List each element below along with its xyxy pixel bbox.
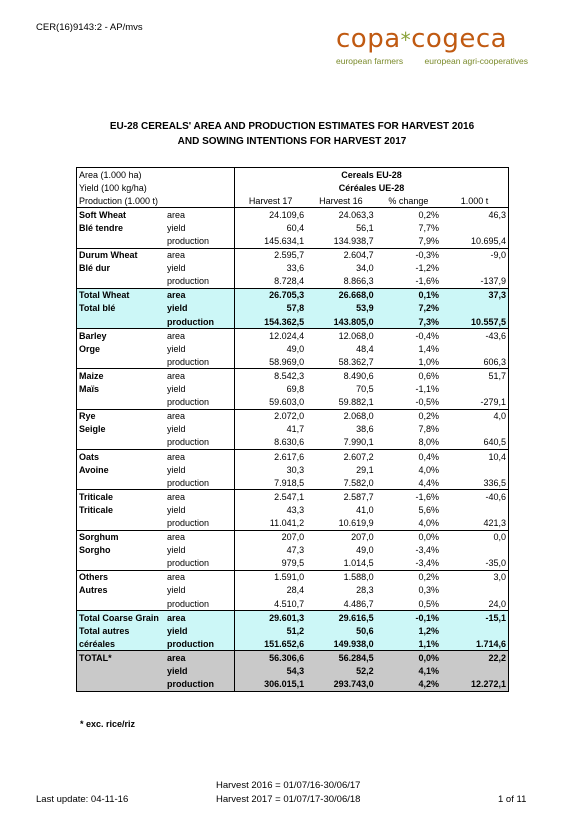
change-thousand-t-value: 3,0: [441, 570, 509, 584]
crop-name: Maïs: [77, 383, 165, 396]
table-row: [77, 624, 509, 637]
crop-name: [77, 476, 165, 490]
change-thousand-t-value: [441, 503, 509, 516]
harvest-16-value: 143.805,0: [306, 315, 376, 329]
table-row: [77, 611, 509, 625]
crop-name: Triticale: [77, 490, 165, 504]
measure-label: area: [165, 369, 235, 383]
harvest-16-value: 56.284,5: [306, 651, 376, 665]
harvest-17-value: 54,3: [235, 664, 307, 677]
harvest-16-value: 207,0: [306, 530, 376, 544]
harvest-17-value: 11.041,2: [235, 516, 307, 530]
logo-tagline: [336, 56, 540, 66]
crop-name: [77, 664, 165, 677]
crop-name: Autres: [77, 584, 165, 597]
change-thousand-t-value: 12.272,1: [441, 678, 509, 692]
measure-label: area: [165, 651, 235, 665]
harvest-16-value: 293.743,0: [306, 678, 376, 692]
harvest-16-value: 1.014,5: [343, 558, 374, 569]
measure-label: production: [166, 437, 210, 448]
change-thousand-t-value: -15,1: [441, 611, 509, 625]
change-thousand-t-value: 37,3: [441, 288, 509, 302]
crop-name: Total Wheat: [77, 288, 165, 302]
harvest-16-value: 2.068,0: [306, 409, 376, 423]
measure-label: production: [165, 315, 235, 329]
table-row: [77, 275, 509, 289]
harvest-16-value: 149.938,0: [306, 637, 376, 651]
harvest-17-value: 8.630,6: [235, 436, 307, 450]
pct-change-value: -0,4%: [376, 329, 441, 343]
change-thousand-t-value: [441, 342, 509, 355]
pct-change-value: 4,0%: [418, 517, 439, 528]
harvest-17-value: 145.634,1: [235, 234, 307, 248]
measure-label: yield: [166, 545, 186, 556]
harvest-16-value: 1.588,0: [306, 570, 376, 584]
measure-label: yield: [166, 343, 186, 354]
pct-change-value: 5,6%: [418, 504, 439, 515]
change-thousand-t-value: 421,3: [441, 516, 509, 530]
pct-change-value: 0,6%: [376, 369, 441, 383]
change-thousand-t-value: [441, 584, 509, 597]
harvest-17-value: 51,2: [235, 624, 307, 637]
crop-name: TOTAL*: [77, 651, 165, 665]
measure-label: yield: [166, 585, 186, 596]
table-row: [77, 678, 509, 692]
measure-label: area: [165, 288, 235, 302]
change-thousand-t-value: 336,5: [441, 476, 509, 490]
crop-name: Blé tendre: [77, 221, 165, 234]
change-thousand-t-value: [441, 463, 509, 476]
logo-star-icon: *: [400, 28, 412, 52]
crop-name: Seigle: [77, 423, 165, 436]
crop-name: céréales: [77, 637, 165, 651]
header-group-fr: Céréales UE-28: [235, 181, 509, 194]
harvest-17-value: 33,6: [235, 262, 307, 275]
harvest-17-value: 60,4: [235, 221, 307, 234]
change-thousand-t-value: -40,6: [441, 490, 509, 504]
pct-change-value: 7,9%: [418, 236, 439, 247]
change-thousand-t-value: [441, 302, 509, 315]
crop-name: [77, 557, 165, 571]
measure-label: production: [166, 276, 210, 287]
measure-label: area: [165, 329, 235, 343]
crop-name: Avoine: [77, 463, 165, 476]
change-thousand-t-value: -43,6: [441, 329, 509, 343]
table-row: [77, 503, 509, 516]
harvest-16-value: 24.063,3: [306, 208, 376, 222]
harvest-16-value: 52,2: [306, 664, 376, 677]
pct-change-value: 0,2%: [376, 208, 441, 222]
table-row: [77, 383, 509, 396]
pct-change-value: 1,2%: [376, 624, 441, 637]
header-pct-change: % change: [388, 195, 429, 206]
crop-name: Orge: [77, 342, 165, 355]
harvest-16-value: 29.616,5: [306, 611, 376, 625]
harvest-2016-definition: Harvest 2016 = 01/07/16-30/06/17: [216, 780, 361, 791]
pct-change-value: 7,3%: [376, 315, 441, 329]
table-row: [77, 530, 509, 544]
pct-change-value: -1,2%: [415, 263, 439, 274]
harvest-16-value: 34,0: [356, 263, 374, 274]
harvest-16-value: 2.587,7: [306, 490, 376, 504]
crop-name: [77, 355, 165, 369]
harvest-17-value: 24.109,6: [235, 208, 307, 222]
logo-tag-left: european farmers: [336, 56, 404, 66]
table-row: [77, 302, 509, 315]
harvest-17-value: 154.362,5: [235, 315, 307, 329]
change-thousand-t-value: [441, 262, 509, 275]
header-harvest-16: Harvest 16: [319, 195, 363, 206]
harvest-16-value: 134.938,7: [333, 236, 374, 247]
crop-name: [77, 315, 165, 329]
table-row: [77, 436, 509, 450]
crop-name: Barley: [77, 329, 165, 343]
measure-label: yield: [166, 424, 186, 435]
crop-name: [77, 678, 165, 692]
crop-name: Maize: [77, 369, 165, 383]
harvest-17-value: 4.510,7: [235, 597, 307, 611]
measure-label: yield: [165, 624, 235, 637]
pct-change-value: 4,0%: [418, 464, 439, 475]
crop-name: Total blé: [77, 302, 165, 315]
page-number: 1 of 11: [498, 794, 527, 805]
table-row: [77, 208, 509, 222]
harvest-16-value: 4.486,7: [343, 598, 374, 609]
harvest-16-value: 8.490,6: [306, 369, 376, 383]
change-thousand-t-value: [441, 221, 509, 234]
harvest-17-value: 207,0: [235, 530, 307, 544]
harvest-17-value: 979,5: [235, 557, 307, 571]
harvest-16-value: 70,5: [356, 384, 374, 395]
table-row: [77, 449, 509, 463]
harvest-17-value: 29.601,3: [235, 611, 307, 625]
measure-label: area: [165, 449, 235, 463]
harvest-17-value: 47,3: [235, 544, 307, 557]
harvest-16-value: 7.582,0: [343, 477, 374, 488]
measure-label: yield: [165, 302, 235, 315]
pct-change-value: 4,4%: [418, 477, 439, 488]
change-thousand-t-value: -137,9: [441, 275, 509, 289]
harvest-16-value: 41,0: [356, 504, 374, 515]
harvest-definitions: [216, 779, 360, 807]
measure-label: production: [166, 477, 210, 488]
pct-change-value: 7,8%: [418, 424, 439, 435]
pct-change-value: 1,0%: [418, 356, 439, 367]
harvest-16-value: 49,0: [356, 545, 374, 556]
crop-name: [77, 396, 165, 410]
harvest-16-value: 59.882,1: [338, 397, 374, 408]
crop-name: Oats: [77, 449, 165, 463]
change-thousand-t-value: [441, 624, 509, 637]
harvest-16-value: 53,9: [306, 302, 376, 315]
logo-tag-right: european agri-cooperatives: [424, 56, 528, 66]
measure-label: production: [166, 236, 210, 247]
harvest-17-value: 69,8: [235, 383, 307, 396]
table-row: [77, 355, 509, 369]
pct-change-value: 7,2%: [376, 302, 441, 315]
crop-name: Triticale: [77, 503, 165, 516]
change-thousand-t-value: 10.557,5: [441, 315, 509, 329]
table-header-row: [77, 181, 509, 194]
crop-name: Total autres: [77, 624, 165, 637]
harvest-16-value: 10.619,9: [338, 517, 374, 528]
table-row: [77, 544, 509, 557]
header-thousand-t: 1.000 t: [441, 194, 509, 208]
measure-label: production: [165, 678, 235, 692]
harvest-17-value: 7.918,5: [235, 476, 307, 490]
harvest-17-value: 8.542,3: [235, 369, 307, 383]
table-row: [77, 248, 509, 262]
table-header-row: [77, 194, 509, 208]
change-thousand-t-value: 22,2: [441, 651, 509, 665]
harvest-16-value: 26.668,0: [306, 288, 376, 302]
pct-change-value: 0,2%: [376, 570, 441, 584]
header-area-unit: Area (1.000 ha): [77, 168, 235, 182]
change-thousand-t-value: -9,0: [441, 248, 509, 262]
harvest-16-value: 48,4: [356, 343, 374, 354]
pct-change-value: 7,7%: [418, 222, 439, 233]
last-update: Last update: 04-11-16: [36, 794, 129, 805]
table-row: [77, 329, 509, 343]
header-group-en: Cereals EU-28: [235, 168, 509, 182]
harvest-16-value: 38,6: [356, 424, 374, 435]
pct-change-value: -1,6%: [415, 276, 439, 287]
measure-label: area: [165, 570, 235, 584]
measure-label: area: [165, 611, 235, 625]
pct-change-value: 0,5%: [418, 598, 439, 609]
table-row: [77, 342, 509, 355]
change-thousand-t-value: -35,0: [441, 557, 509, 571]
table-row: [77, 369, 509, 383]
measure-label: production: [166, 397, 210, 408]
pct-change-value: 4,2%: [376, 678, 441, 692]
crop-name: [77, 234, 165, 248]
measure-label: area: [165, 409, 235, 423]
harvest-16-value: 12.068,0: [306, 329, 376, 343]
measure-label: yield: [166, 464, 186, 475]
crop-name: Total Coarse Grain: [77, 611, 165, 625]
harvest-17-value: 12.024,4: [235, 329, 307, 343]
table-header-row: [77, 168, 509, 182]
harvest-17-value: 58.969,0: [235, 355, 307, 369]
change-thousand-t-value: 10,4: [441, 449, 509, 463]
crop-name: Others: [77, 570, 165, 584]
harvest-16-value: 7.990,1: [343, 437, 374, 448]
harvest-16-value: 58.362,7: [338, 356, 374, 367]
harvest-17-value: 41,7: [235, 423, 307, 436]
measure-label: yield: [166, 222, 186, 233]
table-row: [77, 463, 509, 476]
pct-change-value: -1,6%: [376, 490, 441, 504]
crop-name: Durum Wheat: [77, 248, 165, 262]
harvest-16-value: 8.866,3: [343, 276, 374, 287]
change-thousand-t-value: 1.714,6: [441, 637, 509, 651]
measure-label: production: [166, 356, 210, 367]
harvest-17-value: 56.306,6: [235, 651, 307, 665]
measure-label: production: [166, 598, 210, 609]
change-thousand-t-value: -279,1: [441, 396, 509, 410]
harvest-17-value: 2.595,7: [235, 248, 307, 262]
harvest-17-value: 306.015,1: [235, 678, 307, 692]
table-row: [77, 396, 509, 410]
pct-change-value: -0,5%: [415, 397, 439, 408]
header-yield-unit: Yield (100 kg/ha): [77, 181, 235, 194]
footnote: * exc. rice/riz: [80, 719, 136, 729]
crop-name: [77, 516, 165, 530]
document-title-line2: AND SOWING INTENTIONS FOR HARVEST 2017: [177, 136, 407, 147]
harvest-16-value: 29,1: [356, 464, 374, 475]
table-row: [77, 315, 509, 329]
change-thousand-t-value: 606,3: [441, 355, 509, 369]
change-thousand-t-value: [441, 423, 509, 436]
pct-change-value: 0,3%: [418, 585, 439, 596]
header-harvest-17: Harvest 17: [235, 194, 307, 208]
table-row: [77, 490, 509, 504]
crop-name: [77, 597, 165, 611]
measure-label: yield: [165, 664, 235, 677]
measure-label: production: [165, 637, 235, 651]
pct-change-value: 0,1%: [376, 288, 441, 302]
measure-label: yield: [166, 504, 186, 515]
pct-change-value: 0,2%: [376, 409, 441, 423]
harvest-17-value: 8.728,4: [235, 275, 307, 289]
crop-name: Blé dur: [77, 262, 165, 275]
copa-cogeca-logo: [336, 26, 540, 66]
harvest-16-value: 28,3: [356, 585, 374, 596]
table-row: [77, 597, 509, 611]
harvest-17-value: 28,4: [235, 584, 307, 597]
harvest-17-value: 26.705,3: [235, 288, 307, 302]
change-thousand-t-value: 640,5: [441, 436, 509, 450]
change-thousand-t-value: 0,0: [441, 530, 509, 544]
harvest-17-value: 2.072,0: [235, 409, 307, 423]
harvest-16-value: 56,1: [356, 222, 374, 233]
document-reference: CER(16)9143:2 - AP/mvs: [36, 22, 143, 33]
measure-label: yield: [166, 263, 186, 274]
change-thousand-t-value: 4,0: [441, 409, 509, 423]
harvest-17-value: 1.591,0: [235, 570, 307, 584]
harvest-17-value: 2.617,6: [235, 449, 307, 463]
measure-label: production: [166, 558, 210, 569]
harvest-2017-definition: Harvest 2017 = 01/07/17-30/06/18: [216, 794, 361, 805]
measure-label: production: [166, 517, 210, 528]
table-row: [77, 409, 509, 423]
header-production-unit: Production (1.000 t): [77, 194, 235, 208]
pct-change-value: 1,1%: [376, 637, 441, 651]
document-title-line1: EU-28 CEREALS' AREA AND PRODUCTION ESTIMATES FOR HARVEST 2016: [109, 121, 475, 132]
change-thousand-t-value: 46,3: [441, 208, 509, 222]
harvest-17-value: 59.603,0: [235, 396, 307, 410]
harvest-17-value: 43,3: [235, 503, 307, 516]
crop-name: Sorgho: [77, 544, 165, 557]
table-row: [77, 476, 509, 490]
table-row: [77, 288, 509, 302]
harvest-17-value: 2.547,1: [235, 490, 307, 504]
pct-change-value: -0,1%: [376, 611, 441, 625]
harvest-17-value: 49,0: [235, 342, 307, 355]
pct-change-value: -1,1%: [415, 384, 439, 395]
harvest-17-value: 151.652,6: [235, 637, 307, 651]
pct-change-value: 8,0%: [418, 437, 439, 448]
crop-name: Rye: [77, 409, 165, 423]
crop-name: [77, 436, 165, 450]
pct-change-value: 0,4%: [376, 449, 441, 463]
pct-change-value: 1,4%: [418, 343, 439, 354]
harvest-16-value: 2.607,2: [306, 449, 376, 463]
harvest-16-value: 2.604,7: [306, 248, 376, 262]
change-thousand-t-value: 51,7: [441, 369, 509, 383]
harvest-17-value: 30,3: [235, 463, 307, 476]
change-thousand-t-value: [441, 383, 509, 396]
pct-change-value: -0,3%: [376, 248, 441, 262]
harvest-17-value: 57,8: [235, 302, 307, 315]
change-thousand-t-value: 10.695,4: [441, 234, 509, 248]
pct-change-value: 0,0%: [376, 651, 441, 665]
pct-change-value: -3,4%: [415, 558, 439, 569]
table-row: [77, 557, 509, 571]
table-row: [77, 570, 509, 584]
logo-wordmark: copa*cogeca: [336, 24, 508, 54]
crop-name: Sorghum: [77, 530, 165, 544]
crop-name: Soft Wheat: [77, 208, 165, 222]
table-row: [77, 584, 509, 597]
table-row: [77, 664, 509, 677]
table-row: [77, 516, 509, 530]
measure-label: yield: [166, 384, 186, 395]
table-row: [77, 637, 509, 651]
pct-change-value: 4,1%: [376, 664, 441, 677]
pct-change-value: 0,0%: [376, 530, 441, 544]
table-row: [77, 221, 509, 234]
measure-label: area: [165, 490, 235, 504]
table-row: [77, 234, 509, 248]
table-row: [77, 262, 509, 275]
measure-label: area: [165, 530, 235, 544]
change-thousand-t-value: [441, 664, 509, 677]
table-row: [77, 651, 509, 665]
table-row: [77, 423, 509, 436]
cereals-estimates-table: [76, 167, 509, 692]
change-thousand-t-value: 24,0: [441, 597, 509, 611]
measure-label: area: [165, 208, 235, 222]
pct-change-value: -3,4%: [415, 545, 439, 556]
measure-label: area: [165, 248, 235, 262]
change-thousand-t-value: [441, 544, 509, 557]
harvest-16-value: 50,6: [306, 624, 376, 637]
crop-name: [77, 275, 165, 289]
